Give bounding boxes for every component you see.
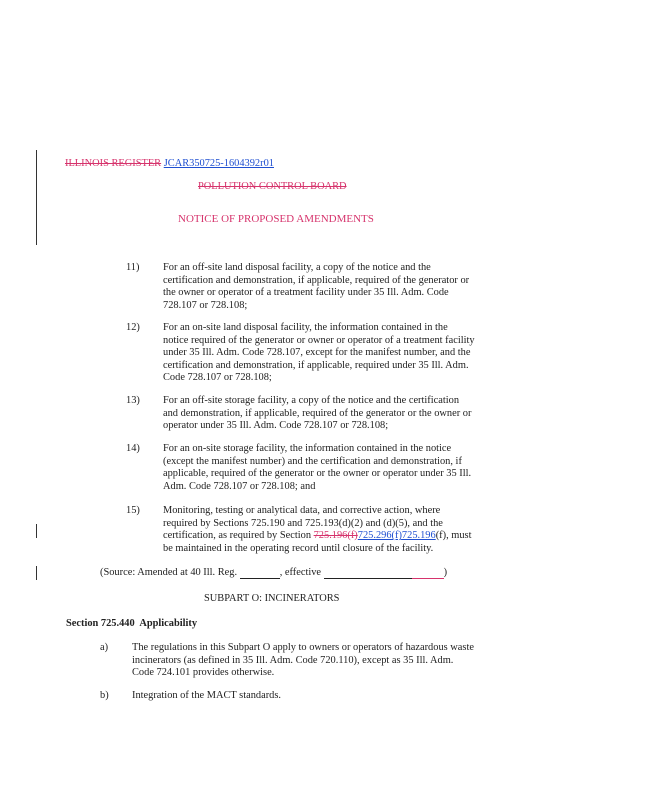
item-line: be maintained in the operating record until closure of the facility. [163,542,434,554]
item-line: Monitoring, testing or analytical data, and corrective action, where [163,505,441,516]
effective-date-blank [324,567,412,579]
inserted-citation: 725.196 [401,530,436,542]
item-line: applicable, required of the generator or the owner or operator under 35 Ill. [163,468,472,480]
item-line: operator under 35 Ill. Adm. Code 728.107 or 728.108; [163,420,389,432]
source-suffix: ) [443,567,448,578]
board-deleted-text: POLLUTION CONTROL BOARD [198,181,347,192]
sub-item-line: The regulations in this Subpart O apply to owners or operators of hazardous waste [132,642,474,653]
sub-item-line: incinerators (as defined in 35 Ill. Adm. Code 720.110), except as 35 Ill. Adm. [132,654,454,666]
notice-title: NOTICE OF PROPOSED AMENDMENTS [178,213,374,225]
subpart-title: SUBPART O: INCINERATORS [204,593,340,604]
item-number: 13) [126,395,140,406]
line-segment: (f), must [435,530,472,542]
source-middle: , effective [279,567,322,578]
item-text [163,262,493,312]
item-line: Adm. Code 728.107 or 728.108; and [163,480,316,492]
source-note [100,567,447,579]
section-heading [66,618,197,629]
sub-item-text [132,642,502,680]
item-line: For an off-site storage facility, a copy of the notice and the certification [163,395,460,406]
item-text [163,322,493,385]
register-blank [240,567,280,579]
sub-item-label: a) [100,642,109,653]
item-number: 15) [126,505,140,516]
section-title: Applicability [139,618,198,629]
sub-item-line: Integration of the MACT standards. [132,690,281,701]
register-inserted-text: JCAR350725-1604392r01 [163,158,274,169]
item-line: For an off-site land disposal facility, a copy of the notice and the [163,262,431,273]
item-line: required by Sections 725.190 and 725.193(d)(2) and (d)(5), and the [163,517,443,529]
item-line: 728.107 or 728.108; [163,299,248,311]
item-line: and demonstration, if applicable, required of the generator or the owner or [163,407,472,419]
item-line: certification and demonstration, if applicable, required under 35 Ill. Adm. [163,359,469,371]
change-bar-top [36,150,37,245]
item-text [163,395,493,433]
item-line: notice required of the generator or owner or operator of a treatment facility [163,334,475,346]
inserted-citation: 725.296(f) [357,530,402,542]
deleted-citation: 725.196(f) [313,530,358,542]
item-line: certification and demonstration, if applicable, required of the generator or [163,274,470,286]
item-line: under 35 Ill. Adm. Code 728.107, except for the manifest number, and the [163,347,471,359]
change-bar-low [36,566,37,580]
item-number: 14) [126,443,140,454]
item-line: (except the manifest number) and the certification and demonstration, if [163,455,462,467]
sub-item-label: b) [100,690,109,701]
sub-item-line: Code 724.101 provides otherwise. [132,667,275,679]
item-line: For an on-site land disposal facility, the information contained in the [163,322,448,333]
item-text [163,505,508,555]
change-bar-mid [36,524,37,538]
line-segment: certification, as required by Section [163,530,314,542]
item-line: the owner or operator of a treatment facility under 35 Ill. Adm. Code [163,287,449,299]
item-number: 11) [126,262,140,273]
item-line [163,530,508,543]
register-header [65,158,274,169]
section-number: Section 725.440 [66,618,135,629]
register-deleted-text: ILLINOIS REGISTER [65,158,162,169]
effective-date-blank-red [412,567,444,579]
sub-item-text [132,690,281,701]
item-text [163,443,493,493]
source-prefix: (Source: Amended at 40 Ill. Reg. [100,567,238,578]
item-number: 12) [126,322,140,333]
item-line: Code 728.107 or 728.108; [163,372,272,384]
item-line: For an on-site storage facility, the information contained in the notice [163,443,452,454]
